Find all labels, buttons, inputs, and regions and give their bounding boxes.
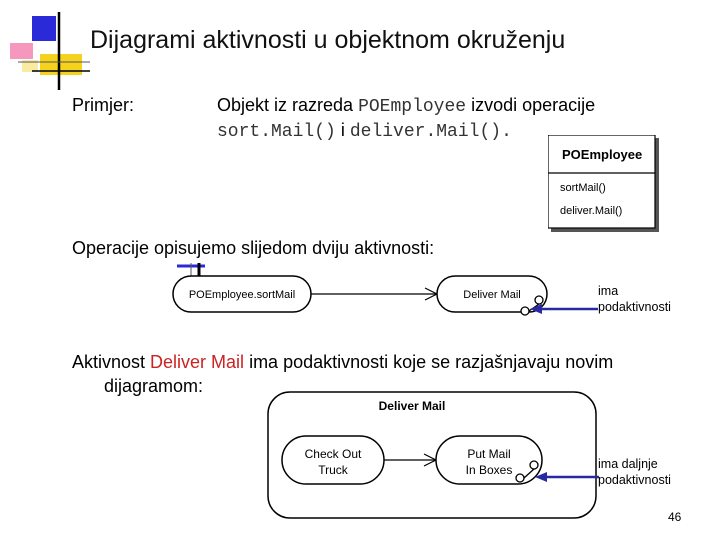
explanation-text: Aktivnost [72,352,151,372]
note-2 [598,456,671,488]
explanation-line-2: dijagramom: [104,376,204,396]
note-2-line-2: podaktivnosti [598,473,671,487]
state-sortmail-label: POEmployee.sortMail [188,289,296,301]
note-arrow-2 [535,470,601,484]
explanation-line-1 [72,352,613,373]
sequence-text: Operacije opisujemo slijedom dviju aktivnosti: [72,238,435,258]
state-put-mail-label-2: In Boxes [465,463,513,477]
corner-decoration [0,0,90,90]
operation-code-1: sort.Mail() [217,122,336,142]
highlighted-activity: Deliver Mail [150,352,245,372]
state-check-out-label-1: Check Out [304,447,362,461]
class-op-1: sortMail() [560,182,606,194]
intro-line-2 [217,120,512,142]
note-arrow-1 [530,302,602,316]
explanation-text-2: ima podaktivnosti koje se razjašnjavaju novim [244,352,614,372]
state-deliver-mail-label: Deliver Mail [463,289,521,301]
note-1-line-2: podaktivnosti [598,300,671,314]
conjunction: i [335,120,350,140]
page-number: 46 [668,510,682,524]
note-1-line-1: ima [598,284,619,298]
state-check-out-label-2: Truck [318,463,348,477]
uml-class-box [548,135,660,233]
note-2-line-1: ima daljnje [598,457,658,471]
intro-line-1 [217,95,595,117]
intro-text-2: izvodi operacije [466,95,596,115]
state-put-mail-label-1: Put Mail [467,447,511,461]
activity-diagram-1 [165,262,565,322]
example-label: Primjer: [72,95,134,115]
note-1 [598,283,671,315]
class-name: POEmployee [562,147,643,162]
class-op-2: deliver.Mail() [560,205,623,217]
operation-code-2: deliver.Mail(). [349,122,512,142]
slide-title: Dijagrami aktivnosti u objektnom okruženju [90,26,566,54]
subdiagram-title: Deliver Mail [378,399,446,413]
activity-diagram-2 [262,388,602,522]
class-code: POEmployee [358,97,467,117]
intro-text: Objekt iz razreda [217,95,359,115]
